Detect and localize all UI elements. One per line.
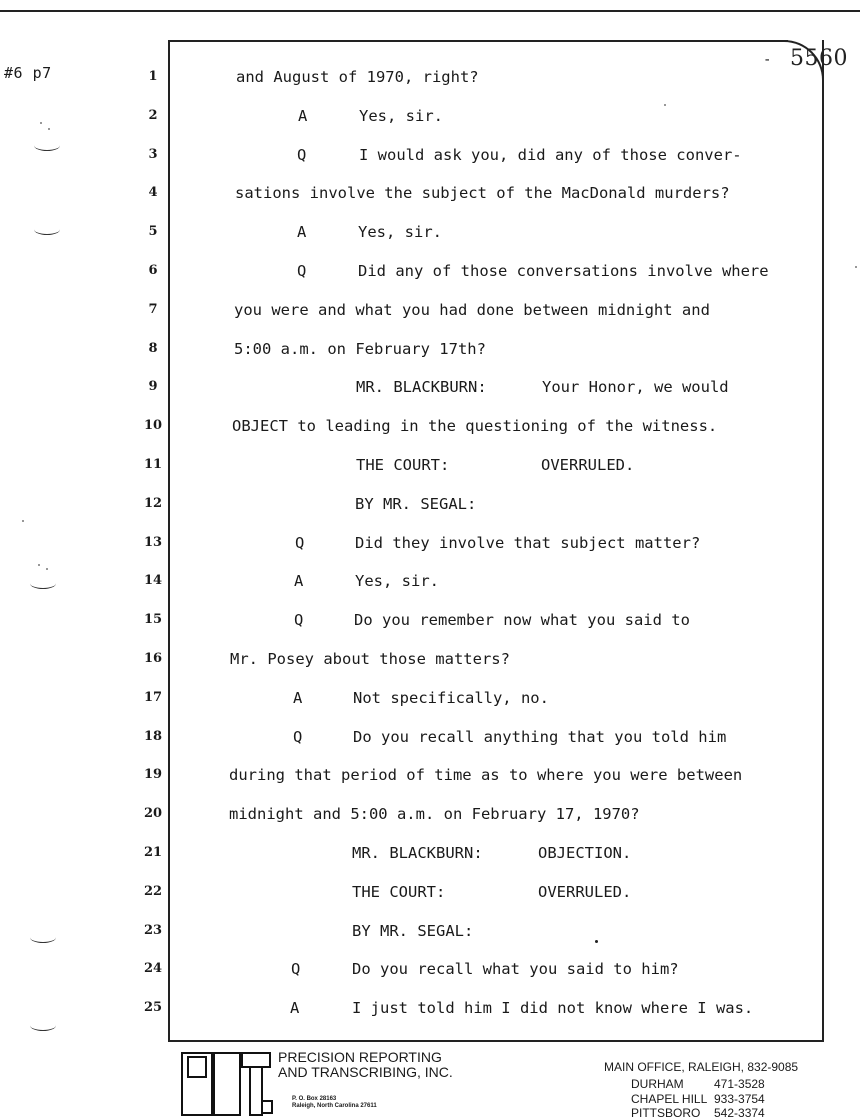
company-name-line1: PRECISION REPORTING bbox=[278, 1049, 442, 1065]
speaker-marker: MR. BLACKBURN: bbox=[356, 378, 487, 397]
line-number: 9 bbox=[148, 379, 158, 395]
speaker-marker: THE COURT: bbox=[352, 882, 446, 901]
speck bbox=[48, 128, 50, 130]
speck bbox=[46, 568, 48, 570]
line-number: 25 bbox=[143, 1000, 163, 1016]
speaker-marker: Q bbox=[297, 262, 307, 280]
speck bbox=[40, 122, 42, 124]
line-number: 24 bbox=[143, 961, 163, 977]
line-number: 15 bbox=[143, 612, 163, 628]
speaker-marker: Q bbox=[291, 960, 301, 979]
office-phone: 471-3528 bbox=[714, 1077, 765, 1091]
text-line: Did they involve that subject matter? bbox=[355, 533, 701, 552]
exhibit-tag: #6 p7 bbox=[4, 64, 52, 82]
text-line: OVERRULED. bbox=[538, 882, 632, 901]
text-line: Yes, sir. bbox=[355, 572, 439, 591]
binder-hole-mark bbox=[30, 932, 56, 943]
company-address bbox=[292, 1096, 377, 1110]
line-number: 12 bbox=[143, 495, 163, 511]
line-number: 22 bbox=[143, 883, 163, 899]
line-number: 14 bbox=[143, 573, 163, 589]
text-line: Did any of those conversations involve where bbox=[358, 262, 769, 280]
line-number: 13 bbox=[143, 534, 163, 550]
text-line: 5:00 a.m. on February 17th? bbox=[234, 339, 486, 358]
line-number: 5 bbox=[148, 224, 158, 240]
svg-text:P&T: P&T bbox=[220, 1086, 232, 1093]
line-number: 8 bbox=[148, 340, 158, 356]
line-number: 21 bbox=[143, 845, 163, 860]
speaker-marker: BY MR. SEGAL: bbox=[355, 494, 477, 513]
line-number: 1 bbox=[148, 69, 158, 84]
office-city: CHAPEL HILL bbox=[631, 1092, 708, 1106]
line-number: 23 bbox=[143, 922, 163, 938]
line-number: 20 bbox=[143, 806, 163, 822]
line-number: 18 bbox=[143, 728, 163, 744]
speaker-marker: Q bbox=[297, 145, 307, 164]
text-line: Not specifically, no. bbox=[353, 688, 549, 707]
text-line: OBJECT to leading in the questioning of the witness. bbox=[232, 417, 718, 436]
binder-hole-mark bbox=[34, 140, 60, 151]
speaker-marker: THE COURT: bbox=[356, 456, 450, 474]
speaker-marker: A bbox=[290, 999, 300, 1018]
text-line: Your Honor, we would bbox=[542, 378, 729, 397]
line-number: 10 bbox=[143, 418, 163, 434]
address-line1: P. O. Box 28163 bbox=[292, 1096, 337, 1102]
text-line: OBJECTION. bbox=[538, 844, 632, 862]
company-name-line2: AND TRANSCRIBING, INC. bbox=[278, 1064, 453, 1080]
text-line: Do you recall what you said to him? bbox=[352, 960, 679, 979]
text-line: you were and what you had done between midnight and bbox=[234, 300, 710, 319]
speaker-marker: A bbox=[294, 572, 304, 591]
text-line: sations involve the subject of the MacDonald murders? bbox=[235, 184, 730, 203]
line-number: 17 bbox=[143, 689, 163, 705]
speck bbox=[855, 266, 857, 268]
text-line: during that period of time as to where you were between bbox=[229, 766, 743, 785]
speaker-marker: A bbox=[298, 106, 308, 125]
speaker-marker: MR. BLACKBURN: bbox=[352, 844, 483, 862]
top-rule bbox=[0, 10, 860, 12]
company-logo bbox=[178, 1051, 274, 1117]
frame-top-rule bbox=[168, 40, 788, 42]
address-line2: Raleigh, North Carolina 27611 bbox=[292, 1103, 377, 1109]
office-city: DURHAM bbox=[631, 1077, 684, 1091]
text-line: Mr. Posey about those matters? bbox=[230, 650, 510, 668]
speaker-marker: A bbox=[297, 223, 307, 242]
office-phone: 933-3754 bbox=[714, 1092, 765, 1106]
text-line: Yes, sir. bbox=[358, 223, 442, 242]
text-line: Do you recall anything that you told him bbox=[353, 727, 727, 746]
line-number: 7 bbox=[148, 301, 158, 317]
binder-hole-mark bbox=[30, 578, 56, 589]
line-number: 11 bbox=[143, 457, 163, 472]
company-name bbox=[278, 1050, 453, 1080]
line-number: 4 bbox=[148, 185, 158, 201]
line-number: 3 bbox=[148, 146, 158, 162]
line-number: 19 bbox=[143, 767, 163, 783]
speaker-marker: Q bbox=[295, 533, 305, 552]
speaker-marker: BY MR. SEGAL: bbox=[352, 921, 474, 940]
line-number: 2 bbox=[148, 107, 158, 123]
office-city: PITTSBORO bbox=[631, 1106, 701, 1120]
text-line: Yes, sir. bbox=[359, 106, 443, 125]
speck bbox=[22, 520, 24, 522]
text-line: OVERRULED. bbox=[541, 456, 635, 474]
speck bbox=[38, 564, 40, 566]
speaker-marker: A bbox=[293, 688, 303, 707]
text-line: Do you remember now what you said to bbox=[354, 611, 690, 630]
main-office: MAIN OFFICE, RALEIGH, 832-9085 bbox=[604, 1060, 799, 1074]
corner-mark: - bbox=[763, 52, 772, 68]
text-line: midnight and 5:00 a.m. on February 17, 1970? bbox=[229, 805, 640, 824]
text-line: I just told him I did not know where I was. bbox=[352, 999, 754, 1018]
text-line: I would ask you, did any of those conver- bbox=[359, 145, 742, 164]
binder-hole-mark bbox=[34, 224, 60, 235]
speaker-marker: Q bbox=[293, 727, 303, 746]
line-number: 16 bbox=[143, 651, 163, 666]
line-number: 6 bbox=[148, 263, 158, 278]
text-line: and August of 1970, right? bbox=[236, 68, 479, 86]
office-phone: 542-3374 bbox=[714, 1106, 765, 1120]
page-number: 5560 bbox=[790, 46, 848, 71]
speaker-marker: Q bbox=[294, 611, 304, 630]
binder-hole-mark bbox=[30, 1020, 56, 1031]
